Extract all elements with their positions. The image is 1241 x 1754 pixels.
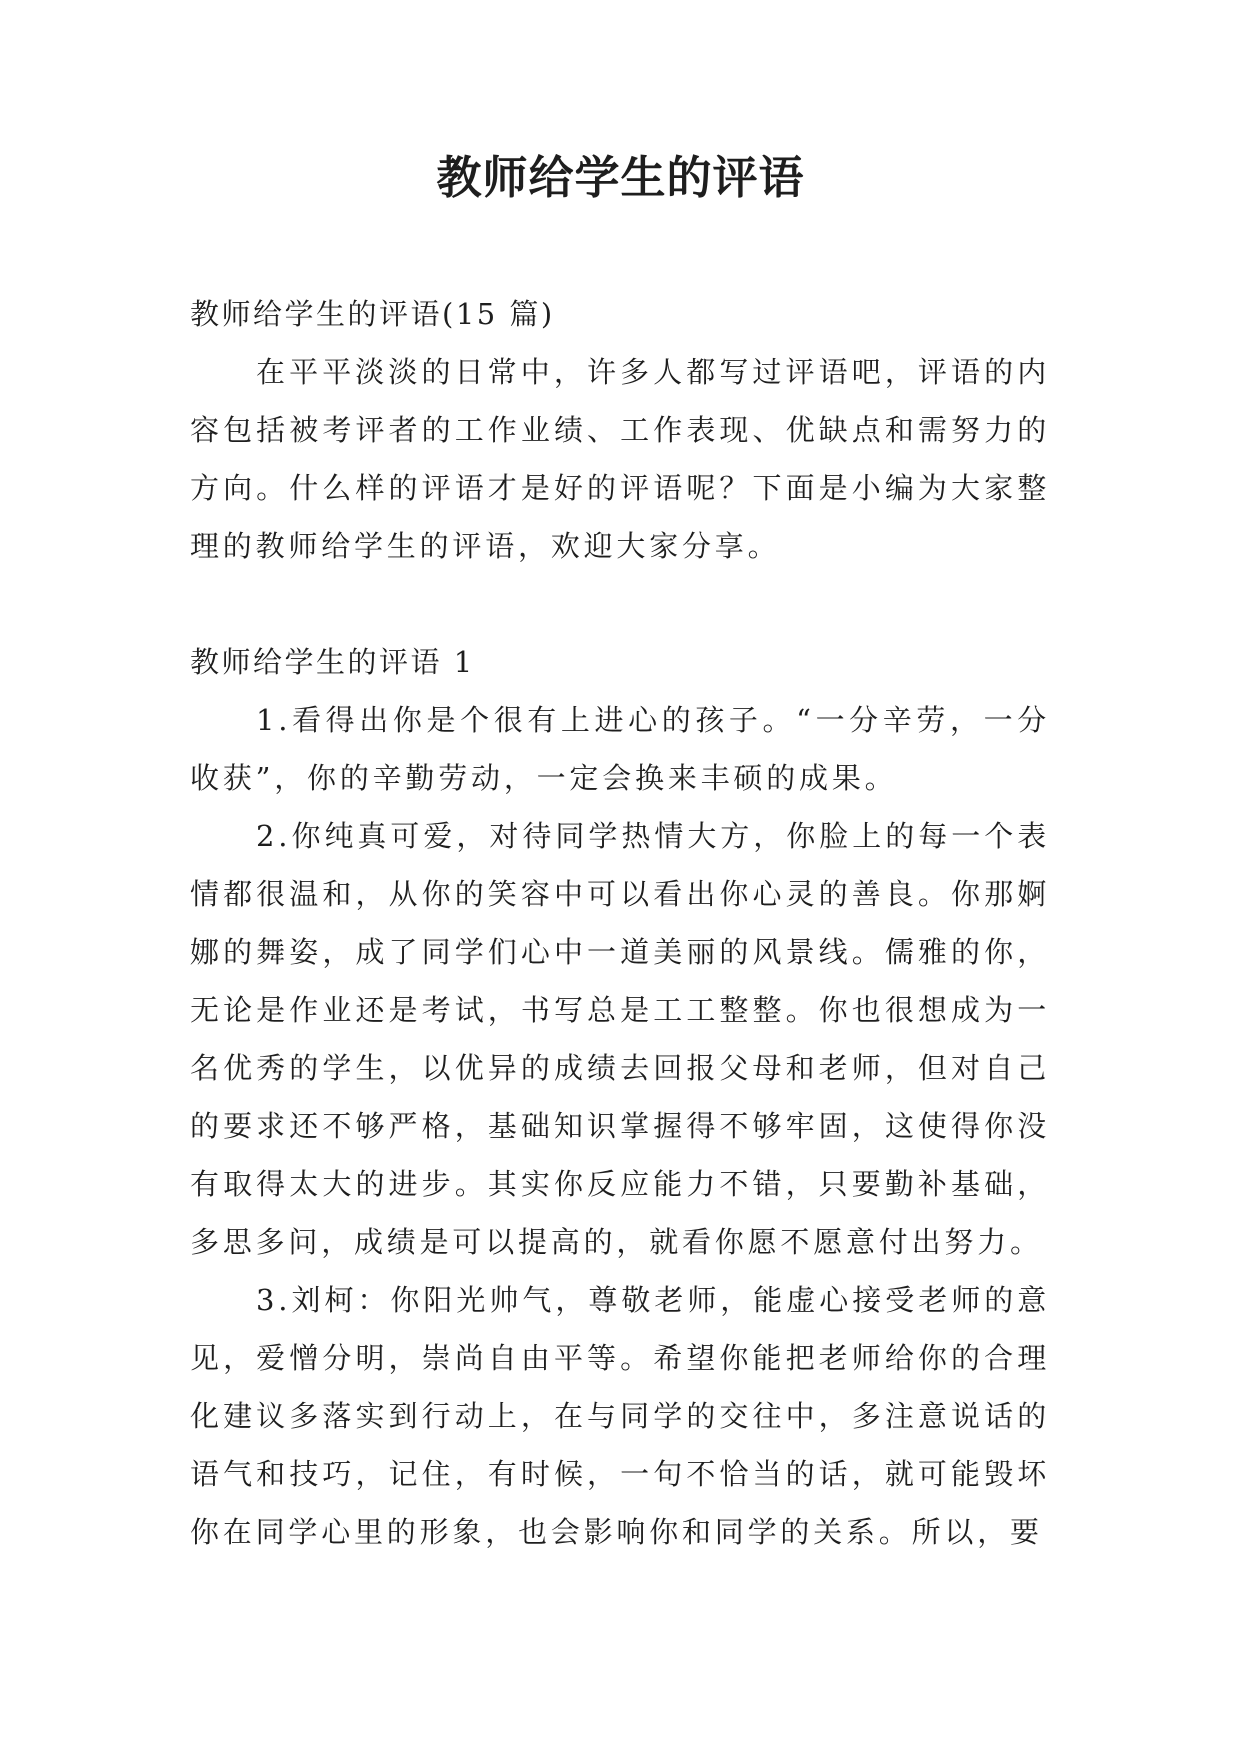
comment-item-3: 3.刘柯：你阳光帅气，尊敬老师，能虚心接受老师的意见，爱憎分明，崇尚自由平等。希望你能把老师给你的合理化建议多落实到行动上，在与同学的交往中，多注意说话的语气和技巧，记住，有时候，一句不恰当的话，就可能毁坏你在同学心里的形象，也会影响你和同学的关系。所以，要 [190,1283,1050,1549]
document-body [190,285,1050,1561]
comment-item-1: 1.看得出你是个很有上进心的孩子。“一分辛劳，一分收获”，你的辛勤劳动，一定会换来丰硕的成果。 [190,703,1050,795]
section-heading: 教师给学生的评语 1 [190,645,475,679]
intro-paragraph: 在平平淡淡的日常中，许多人都写过评语吧，评语的内容包括被考评者的工作业绩、工作表现、优缺点和需努力的方向。什么样的评语才是好的评语呢？下面是小编为大家整理的教师给学生的评语，欢迎大家分享。 [190,355,1050,563]
document-subtitle: 教师给学生的评语(15 篇) [190,297,555,331]
document-title: 教师给学生的评语 [436,151,805,204]
comment-item-2: 2.你纯真可爱，对待同学热情大方，你脸上的每一个表情都很温和，从你的笑容中可以看出你心灵的善良。你那婀娜的舞姿，成了同学们心中一道美丽的风景线。儒雅的你，无论是作业还是考试，书写总是工工整整。你也很想成为一名优秀的学生，以优异的成绩去回报父母和老师，但对自己的要求还不够严格，基础知识掌握得不够牢固，这使得你没有取得太大的进步。其实你反应能力不错，只要勤补基础，多思多问，成绩是可以提高的，就看你愿不愿意付出努力。 [190,819,1050,1259]
